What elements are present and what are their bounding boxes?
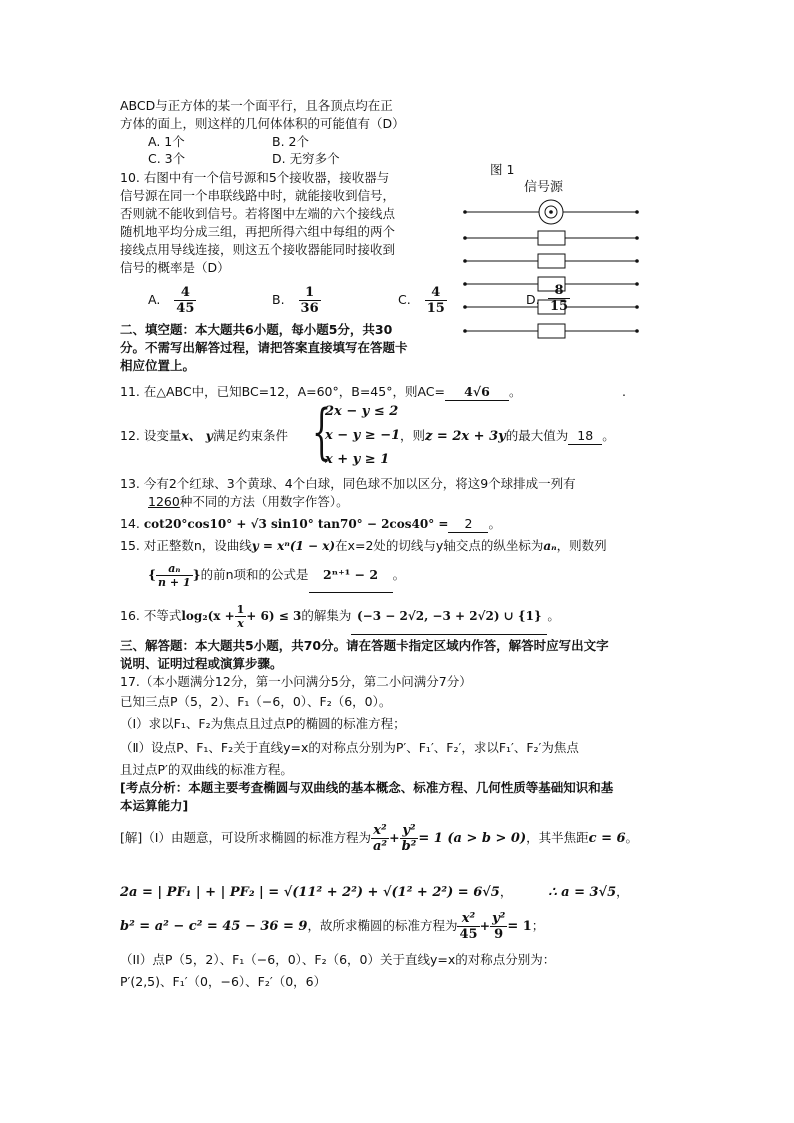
q11-answer: 4√6 (445, 384, 509, 401)
q17-sol-n1: x² (371, 823, 389, 839)
q15-an: aₙ (543, 539, 557, 553)
q15-answer: 2ⁿ⁺¹ − 2 (309, 558, 393, 593)
q15-line1 (120, 538, 607, 554)
q17-eq2a-sep: ， (499, 884, 513, 899)
q11-text: 11. 在△ABC中，已知BC=12，A=60°，B=45°，则AC= (120, 384, 445, 399)
figure-title: 图 1 (490, 162, 515, 177)
q13-line2-rest: 种不同的方法（用数字作答）。 (179, 494, 349, 509)
q9-option-a: A. 1个 (148, 134, 185, 149)
q12-c3: x + y ≥ 1 (325, 452, 390, 467)
q12-vars: x、 y (181, 428, 213, 443)
q16 (120, 598, 560, 635)
q15-line2 (148, 558, 405, 593)
q17-sol-pre: [解]（I）由题意，可设所求椭圆的标准方程为 (120, 830, 371, 845)
q17-sol-n2: y² (400, 823, 419, 839)
circuit-diagram (455, 195, 650, 345)
q15-seq-num: aₙ (156, 562, 193, 576)
q17-sol-plus: + (389, 830, 400, 845)
q10-option-a-den: 45 (176, 301, 195, 316)
q16-ineq-num: 1 (236, 603, 245, 616)
q12-z-post: 的最大值为 (505, 428, 569, 443)
q15-post: ，则数列 (556, 538, 607, 553)
q15-mid: 在x=2处的切线与y轴交点的纵坐标为 (335, 538, 544, 553)
section2-line3: 相应位置上。 (120, 358, 196, 373)
q14-label: 14. (120, 516, 140, 531)
q17-sol-rest: = 1 (a > b > 0) (418, 831, 527, 846)
q9-option-c: C. 3个 (148, 151, 186, 166)
q17-part2-b: 且过点P′的双曲线的标准方程。 (120, 762, 293, 777)
q12-prefix: 12. 设变量 (120, 428, 182, 443)
q17-analysis-a: [考点分析：本题主要考查椭圆与双曲线的基本概念、标准方程、几何性质等基础知识和基 (120, 780, 614, 795)
q11-end: 。 (508, 384, 522, 399)
q17-sol-end: 。 (625, 830, 639, 845)
q11-dot: . (622, 384, 626, 399)
q17-given: 已知三点P（5，2）、F₁（−6，0）、F₂（6，0）。 (120, 694, 392, 709)
q15-line2-mid: 的前n项和的公式是 (200, 567, 309, 582)
q17-eq2a-res: ∴ a = 3√5 (548, 885, 617, 900)
q12-answer: 18 (568, 428, 602, 445)
q17-eq3-n1: x² (457, 911, 479, 927)
q14-answer: 2 (448, 516, 488, 533)
q10-line6: 信号的概率是（D） (120, 260, 230, 275)
q10-option-c-den: 15 (426, 301, 445, 316)
q9-line1: ABCD与正方体的某一个面平行，且各顶点均在正 (120, 98, 393, 113)
q16-ineq-a: log₂(x + (181, 609, 235, 623)
q10-line3: 否则就不能收到信号。若将图中左端的六个接线点 (120, 206, 396, 221)
q16-ineq-b: + 6) ≤ 3 (246, 609, 302, 623)
q16-pre: 16. 不等式 (120, 608, 182, 623)
q15-seq-den: n + 1 (158, 576, 191, 589)
q14 (120, 516, 501, 533)
q9-option-d: D. 无穷多个 (272, 151, 340, 166)
q17-eq3 (120, 906, 544, 947)
section2-line1: 二、填空题：本大题共6小题，每小题5分，共30 (120, 322, 393, 337)
q17-head: 17.（本小题满分12分，第一小问满分5分，第二小问满分7分） (120, 674, 472, 689)
q17-sol-c: c = 6 (588, 831, 626, 846)
q17-analysis-b: 本运算能力] (120, 798, 189, 813)
q16-mid: 的解集为 (301, 608, 352, 623)
q17-eq3a: b² = a² − c² = 45 − 36 = 9 (120, 919, 308, 934)
q10-line2: 信号源在同一个串联线路中时，就能接收到信号， (120, 188, 396, 203)
q17-eq2 (120, 884, 629, 901)
q12-objective (400, 428, 615, 445)
q12-z-expr: z = 2x + 3y (425, 429, 506, 444)
q10-option-c-label: C. (398, 292, 411, 307)
q10-option-d-den: 15 (550, 299, 569, 314)
q17-eq3-end: ； (531, 918, 545, 933)
q17-part1: （Ⅰ）求以F₁、F₂为焦点且过点P的椭圆的标准方程； (120, 716, 406, 731)
q12-end: 。 (602, 428, 615, 443)
section3-line2: 说明、证明过程或演算步骤。 (120, 656, 283, 671)
q17-sol-post: ，其半焦距 (526, 830, 589, 845)
q17-solution-1 (120, 818, 638, 859)
q13-line2 (148, 494, 349, 510)
q12-c1: 2x − y ≤ 2 (325, 404, 399, 419)
q15-curve: y = xⁿ(1 − x) (251, 539, 336, 553)
q10-option-b (272, 282, 321, 318)
q17-part2-sol: （II）点P（5，2）、F₁（−6，0）、F₂（6，0）关于直线y=x的对称点分别为： (120, 952, 556, 967)
q16-ineq-den: x (237, 617, 244, 630)
q16-answer: (−3 − 2√2, −3 + 2√2) ∪ {1} (351, 598, 547, 635)
q10-option-a (148, 282, 196, 318)
q17-sol-d1: a² (372, 839, 388, 854)
q10-option-b-den: 36 (300, 301, 319, 316)
section2-line2: 分。不需写出解答过程，请把答案直接填写在答题卡 (120, 340, 408, 355)
q15-seq-close: } (192, 567, 201, 582)
q10-option-a-num: 4 (174, 285, 196, 301)
q10-line5: 接线点用导线连接，则这五个接收器能同时接收到 (120, 242, 396, 257)
section3-line1: 三、解答题：本大题共5小题，共70分。请在答题卡指定区域内作答，解答时应写出文字 (120, 638, 609, 653)
q17-eq3-n2: y² (492, 911, 506, 926)
q17-eq2a-end: ， (616, 884, 629, 899)
q17-eq2a: 2a = | PF₁ | + | PF₂ | = √(11² + 2²) + √(1² + 2²) = 6√5 (120, 885, 500, 900)
q9-option-b: B. 2个 (272, 134, 309, 149)
q13-line1: 13. 今有2个红球、3个黄球、4个白球，同色球不加以区分，将这9个球排成一列有 (120, 476, 576, 491)
q10-option-b-label: B. (272, 292, 285, 307)
q17-last: P′(2,5)、F₁′（0，−6）、F₂′（0，6） (120, 974, 327, 989)
q12-mid: 满足约束条件 (212, 428, 288, 443)
figure-source-label: 信号源 (524, 180, 564, 195)
q15-seq-open: { (148, 567, 157, 582)
q17-eq3-d1: 45 (459, 927, 478, 942)
q17-eq3-rest: = 1 (507, 919, 532, 934)
q12-z-pre: ，则 (400, 428, 426, 443)
q9-line2: 方体的面上，则这样的几何体体积的可能值有（D） (120, 116, 405, 131)
q14-end: 。 (488, 516, 501, 531)
q10-line4: 随机地平均分成三组，再把所得六组中每组的两个 (120, 224, 396, 239)
q15-end: 。 (392, 567, 406, 582)
q10-option-d (548, 280, 570, 316)
q10-option-c (398, 282, 447, 318)
q10-option-c-num: 4 (425, 285, 447, 301)
q10-option-d-num: 8 (548, 283, 570, 299)
q10-option-a-label: A. (148, 292, 161, 307)
q12-brace: { (312, 397, 332, 467)
q10-option-b-num: 1 (299, 285, 321, 301)
q13-answer: 1260 (148, 494, 180, 509)
q14-expr: cot20°cos10° + √3 sin10° tan70° − 2cos40° = (143, 517, 449, 531)
q15-pre: 15. 对正整数n，设曲线 (120, 538, 252, 553)
q10-line1: 10. 右图中有一个信号源和5个接收器，接收器与 (120, 170, 390, 185)
signal-source-icon (539, 200, 563, 224)
q12 (120, 428, 288, 444)
q17-eq3-mid: ，故所求椭圆的标准方程为 (307, 918, 458, 933)
q10-option-d-label: D. (526, 292, 540, 307)
q17-sol-d2: b² (401, 839, 417, 854)
q17-part2-a: （Ⅱ）设点P、F₁、F₂关于直线y=x的对称点分别为P′、F₁′、F₂′，求以F₁′、F₂′为焦点 (120, 740, 579, 755)
q16-end: 。 (547, 608, 560, 623)
q12-c2: x − y ≥ −1 (325, 428, 401, 443)
q17-eq3-d2: 9 (494, 927, 504, 942)
q17-eq3-plus: + (479, 918, 491, 933)
